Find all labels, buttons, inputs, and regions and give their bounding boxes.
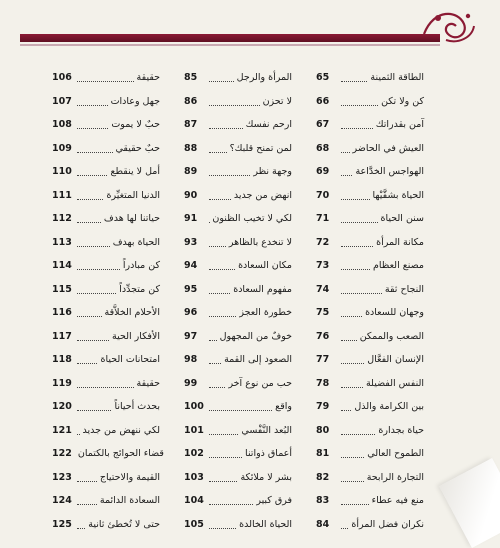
toc-title: منع فيه عطاء xyxy=(372,495,424,506)
toc-page-number: 84 xyxy=(316,519,338,530)
toc-title: السعادة الدائمة xyxy=(100,495,160,506)
toc-title: مكان السعادة xyxy=(238,260,292,271)
toc-title: الحياة بشقَّيْها xyxy=(373,190,425,201)
toc-page-number: 68 xyxy=(316,143,338,154)
toc-page-number: 79 xyxy=(316,401,338,412)
toc-page-number: 122 xyxy=(52,448,72,459)
toc-page-number: 123 xyxy=(52,472,74,483)
toc-entry xyxy=(184,231,292,255)
toc-title: خوفٌ من المجهول xyxy=(220,331,292,342)
toc-title: حقيقة xyxy=(137,378,160,389)
toc-page-number: 108 xyxy=(52,119,74,130)
dot-leader xyxy=(77,434,80,435)
toc-page-number: 119 xyxy=(52,378,74,389)
header-thin-rule xyxy=(20,44,440,46)
toc-page-number: 106 xyxy=(52,72,74,83)
toc-entry xyxy=(316,301,424,325)
toc-entry xyxy=(316,66,424,90)
page-curl xyxy=(439,458,500,548)
toc-page-number: 105 xyxy=(184,519,206,530)
toc-entry xyxy=(316,231,424,255)
toc-column-right xyxy=(316,66,424,536)
dot-leader xyxy=(77,293,116,294)
toc-entry xyxy=(52,466,160,490)
toc-page-number: 82 xyxy=(316,472,338,483)
dot-leader xyxy=(77,175,107,176)
dot-leader xyxy=(341,340,357,341)
toc-page-number: 111 xyxy=(52,190,74,201)
dot-leader xyxy=(209,340,217,341)
dot-leader xyxy=(341,528,348,529)
dot-leader xyxy=(77,504,97,505)
toc-entry xyxy=(316,207,424,231)
toc-title: الهواجس الخدَّاعة xyxy=(355,166,424,177)
toc-title: امتحانات الحياة xyxy=(100,354,160,365)
toc-title: الطاقة الثمينة xyxy=(370,72,424,83)
toc-title: المرأة والرجل xyxy=(237,72,292,83)
dot-leader xyxy=(341,128,373,129)
toc-title: وجهة نظر xyxy=(253,166,292,177)
toc-entry xyxy=(184,325,292,349)
toc-title: سنن الحياة xyxy=(381,213,424,224)
toc-title: كن مبادراً xyxy=(123,260,160,271)
toc-page-number: 94 xyxy=(184,260,206,271)
toc-entry xyxy=(316,325,424,349)
toc-title: لا تحزن xyxy=(263,96,292,107)
toc-title: الأفكار الحية xyxy=(112,331,160,342)
dot-leader xyxy=(341,387,363,388)
dot-leader xyxy=(341,293,382,294)
dot-leader xyxy=(209,457,242,458)
toc-title: آمن بقدراتك xyxy=(376,119,424,130)
dot-leader xyxy=(209,316,236,317)
toc-title: نكران فضل المرأة xyxy=(351,519,424,530)
toc-entry xyxy=(316,113,424,137)
toc-entry xyxy=(316,489,424,513)
toc-page-number: 93 xyxy=(184,237,206,248)
toc-entry xyxy=(316,466,424,490)
toc-page-number: 96 xyxy=(184,307,206,318)
toc-entry xyxy=(52,207,160,231)
toc-page-number: 114 xyxy=(52,260,74,271)
toc-entry xyxy=(52,66,160,90)
dot-leader xyxy=(77,222,101,223)
toc-title: حب من نوع آخر xyxy=(228,378,292,389)
toc-title: لمن تمنح قلبك؟ xyxy=(230,143,292,154)
toc-title: الدنيا المتغيِّرة xyxy=(106,190,160,201)
toc-title: حبٌ لا يموت xyxy=(111,119,160,130)
toc-title: العيش في الحاضر xyxy=(353,143,424,154)
toc-title: بين الكرامة والذل xyxy=(354,401,424,412)
toc-title: لا تنخدع بالظاهر xyxy=(229,237,292,248)
toc-title: حقيقة xyxy=(137,72,160,83)
toc-page-number: 67 xyxy=(316,119,338,130)
dot-leader xyxy=(77,199,103,200)
toc-entry xyxy=(316,137,424,161)
dot-leader xyxy=(209,504,253,505)
toc-title: جهل وعادات xyxy=(111,96,160,107)
toc-title: النجاح ثقة xyxy=(385,284,424,295)
toc-title: مفهوم السعادة xyxy=(233,284,292,295)
dot-leader xyxy=(341,199,370,200)
toc-entry xyxy=(52,301,160,325)
toc-entry xyxy=(52,231,160,255)
toc-entry xyxy=(184,466,292,490)
toc-page-number: 77 xyxy=(316,354,338,365)
toc-entry xyxy=(52,489,160,513)
dot-leader xyxy=(77,246,110,247)
toc-title: قضاء الحوائج بالكتمان xyxy=(78,448,164,459)
toc-entry xyxy=(52,442,160,466)
dot-leader xyxy=(77,340,109,341)
dot-leader xyxy=(209,246,226,247)
toc-title: حبٌ حقيقي xyxy=(116,143,161,154)
toc-page-number: 65 xyxy=(316,72,338,83)
toc-page-number: 95 xyxy=(184,284,206,295)
dot-leader xyxy=(209,152,227,153)
toc-title: ارحم نفسك xyxy=(246,119,292,130)
dot-leader xyxy=(77,410,111,411)
toc-title: مصنع العظام xyxy=(373,260,424,271)
toc-page-number: 73 xyxy=(316,260,338,271)
toc-entry xyxy=(184,66,292,90)
toc-entry xyxy=(184,254,292,278)
toc-columns xyxy=(52,66,424,536)
toc-page-number: 88 xyxy=(184,143,206,154)
dot-leader xyxy=(209,269,235,270)
dot-leader xyxy=(209,410,272,411)
toc-title: البُعد النَّفْسي xyxy=(241,425,292,436)
dot-leader xyxy=(341,246,373,247)
dot-leader xyxy=(341,481,364,482)
dot-leader xyxy=(77,363,97,364)
toc-page-number: 74 xyxy=(316,284,338,295)
toc-title: النفس الفضيلة xyxy=(366,378,424,389)
toc-title: أمل لا ينقطع xyxy=(110,166,160,177)
toc-entry xyxy=(184,184,292,208)
toc-page-number: 99 xyxy=(184,378,206,389)
dot-leader xyxy=(341,457,364,458)
toc-page-number: 115 xyxy=(52,284,74,295)
toc-title: التجارة الرابحة xyxy=(367,472,424,483)
toc-column-middle xyxy=(184,66,292,536)
toc-title: حياتنا لها هدف xyxy=(104,213,160,224)
dot-leader xyxy=(77,152,113,153)
floral-ornament-icon xyxy=(418,4,478,48)
toc-page-number: 91 xyxy=(184,213,206,224)
toc-entry xyxy=(316,419,424,443)
dot-leader xyxy=(341,152,350,153)
toc-entry xyxy=(316,372,424,396)
toc-page-number: 112 xyxy=(52,213,74,224)
toc-page-number: 110 xyxy=(52,166,74,177)
toc-entry xyxy=(184,278,292,302)
toc-page-number: 76 xyxy=(316,331,338,342)
toc-entry xyxy=(184,442,292,466)
toc-page-number: 70 xyxy=(316,190,338,201)
toc-entry xyxy=(52,90,160,114)
toc-entry xyxy=(316,278,424,302)
toc-page-number: 69 xyxy=(316,166,338,177)
toc-title: الطموح العالي xyxy=(367,448,424,459)
toc-title: مكانة المرأة xyxy=(376,237,424,248)
toc-title: الحياة الخالدة xyxy=(239,519,292,530)
toc-entry xyxy=(316,513,424,537)
toc-title: لكي ننهض من جديد xyxy=(83,425,160,436)
toc-page-number: 118 xyxy=(52,354,74,365)
toc-entry xyxy=(184,419,292,443)
toc-entry xyxy=(52,325,160,349)
toc-title: بحدث أحياناً xyxy=(114,401,160,412)
toc-page-number: 117 xyxy=(52,331,74,342)
toc-title: حتى لا تُخطئ ثانية xyxy=(88,519,160,530)
dot-leader xyxy=(341,269,370,270)
toc-page-number: 124 xyxy=(52,495,74,506)
dot-leader xyxy=(209,363,221,364)
toc-entry xyxy=(52,513,160,537)
dot-leader xyxy=(209,293,230,294)
dot-leader xyxy=(341,222,378,223)
header-rule xyxy=(20,34,440,42)
toc-entry xyxy=(52,395,160,419)
dot-leader xyxy=(209,434,238,435)
toc-title: كن ولا تكن xyxy=(381,96,424,107)
toc-entry xyxy=(52,278,160,302)
toc-entry xyxy=(184,395,292,419)
dot-leader xyxy=(341,504,369,505)
toc-page-number: 101 xyxy=(184,425,206,436)
toc-title: القيمة والاحتياج xyxy=(100,472,160,483)
toc-page-number: 87 xyxy=(184,119,206,130)
toc-title: انهض من جديد xyxy=(234,190,292,201)
toc-entry xyxy=(316,90,424,114)
toc-column-left xyxy=(52,66,160,536)
dot-leader xyxy=(341,105,378,106)
dot-leader xyxy=(341,316,362,317)
toc-page-number: 81 xyxy=(316,448,338,459)
dot-leader xyxy=(77,316,102,317)
dot-leader xyxy=(341,410,351,411)
toc-title: وجهان للسعادة xyxy=(365,307,424,318)
toc-page-number: 80 xyxy=(316,425,338,436)
toc-title: كن متجدِّداً xyxy=(119,284,160,295)
toc-page-number: 103 xyxy=(184,472,206,483)
toc-title: واقع xyxy=(275,401,292,412)
toc-entry xyxy=(184,113,292,137)
toc-page-number: 71 xyxy=(316,213,338,224)
dot-leader xyxy=(341,175,352,176)
toc-entry xyxy=(316,184,424,208)
dot-leader xyxy=(77,528,85,529)
toc-entry xyxy=(52,419,160,443)
toc-entry xyxy=(184,348,292,372)
dot-leader xyxy=(77,81,134,82)
toc-entry xyxy=(316,160,424,184)
dot-leader xyxy=(77,481,97,482)
toc-entry xyxy=(184,513,292,537)
toc-title: بشر لا ملائكة xyxy=(240,472,292,483)
dot-leader xyxy=(209,105,260,106)
toc-page-number: 90 xyxy=(184,190,206,201)
toc-entry xyxy=(52,348,160,372)
toc-title: لكي لا تخيب الظنون xyxy=(212,213,292,224)
toc-title: الأحلام الخلاَّقة xyxy=(105,307,160,318)
toc-page-number: 116 xyxy=(52,307,74,318)
dot-leader xyxy=(77,128,108,129)
dot-leader xyxy=(209,199,231,200)
toc-entry xyxy=(184,160,292,184)
dot-leader xyxy=(209,81,234,82)
dot-leader xyxy=(209,175,250,176)
toc-page-number: 100 xyxy=(184,401,206,412)
dot-leader xyxy=(209,387,225,388)
dot-leader xyxy=(341,363,364,364)
dot-leader xyxy=(77,269,120,270)
toc-entry xyxy=(52,137,160,161)
toc-title: الصعود إلى القمة xyxy=(224,354,292,365)
dot-leader xyxy=(77,105,108,106)
toc-entry xyxy=(184,90,292,114)
dot-leader xyxy=(209,481,237,482)
toc-page-number: 109 xyxy=(52,143,74,154)
toc-title: الصعب والممكن xyxy=(360,331,424,342)
toc-entry xyxy=(52,113,160,137)
toc-entry xyxy=(52,254,160,278)
toc-page-number: 121 xyxy=(52,425,74,436)
toc-page-number: 75 xyxy=(316,307,338,318)
toc-page-number: 97 xyxy=(184,331,206,342)
toc-page-number: 125 xyxy=(52,519,74,530)
toc-entry xyxy=(316,348,424,372)
toc-entry xyxy=(184,372,292,396)
toc-title: أعماق ذواتنا xyxy=(245,448,292,459)
toc-page-number: 89 xyxy=(184,166,206,177)
toc-page-number: 86 xyxy=(184,96,206,107)
toc-page-number: 78 xyxy=(316,378,338,389)
toc-page-number: 85 xyxy=(184,72,206,83)
dot-leader xyxy=(209,528,236,529)
toc-page-number: 72 xyxy=(316,237,338,248)
dot-leader xyxy=(209,128,243,129)
toc-entry xyxy=(316,395,424,419)
toc-entry xyxy=(52,160,160,184)
toc-entry xyxy=(52,372,160,396)
toc-entry xyxy=(184,207,292,231)
dot-leader xyxy=(341,81,367,82)
toc-page-number: 107 xyxy=(52,96,74,107)
toc-entry xyxy=(52,184,160,208)
toc-page-number: 113 xyxy=(52,237,74,248)
toc-title: حياة بجدارة xyxy=(378,425,424,436)
toc-entry xyxy=(184,489,292,513)
toc-page-number: 83 xyxy=(316,495,338,506)
toc-title: الحياة بهدف xyxy=(113,237,160,248)
toc-entry xyxy=(184,301,292,325)
dot-leader xyxy=(341,434,375,435)
toc-page-number: 102 xyxy=(184,448,206,459)
toc-page-number: 98 xyxy=(184,354,206,365)
toc-entry xyxy=(316,442,424,466)
toc-title: فرق كبير xyxy=(256,495,292,506)
toc-page-number: 120 xyxy=(52,401,74,412)
toc-page-number: 104 xyxy=(184,495,206,506)
toc-title: الإنسان الفعَّال xyxy=(367,354,424,365)
toc-entry xyxy=(184,137,292,161)
toc-entry xyxy=(316,254,424,278)
dot-leader xyxy=(77,387,134,388)
toc-page-number: 66 xyxy=(316,96,338,107)
toc-title: خطورة العجز xyxy=(239,307,292,318)
